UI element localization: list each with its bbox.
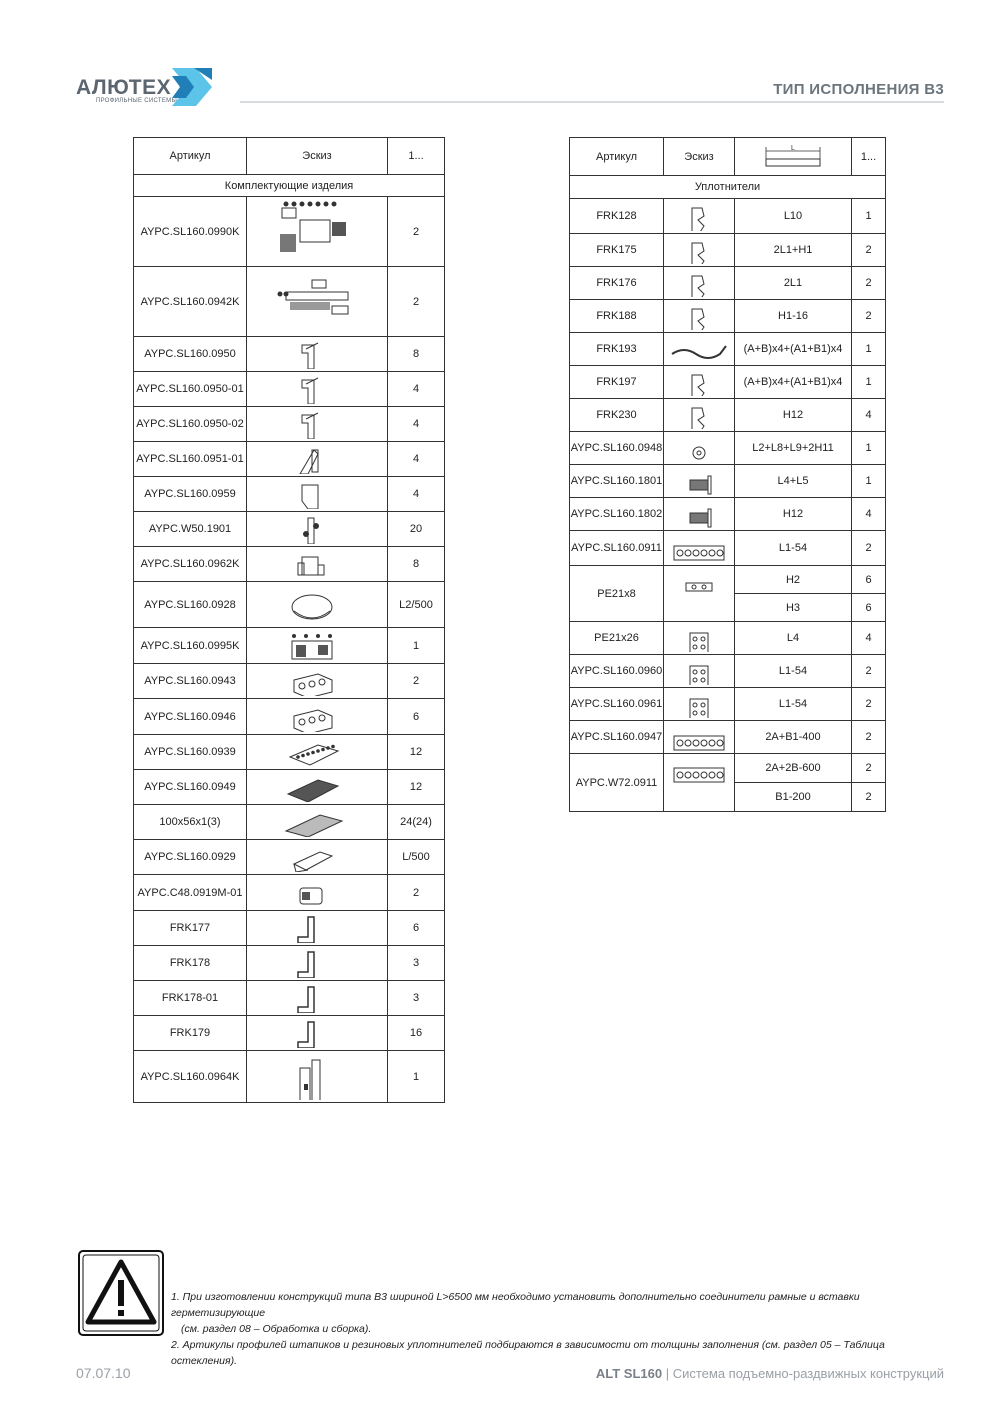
article-cell: AYPC.SL160.0960 [570,655,664,688]
seals-table [569,137,886,812]
plate-icon [272,807,362,837]
connector-icon [272,374,362,404]
screw-icon [272,514,362,544]
qty-cell: 3 [388,946,445,981]
table-row [570,199,886,234]
pad-icon [272,737,362,767]
table-row [570,566,886,594]
table-row [134,840,445,875]
header-article: Артикул [570,138,664,176]
company-logo [76,68,236,108]
seal-profile-icon [664,202,734,231]
section-title: Комплектующие изделия [134,175,445,197]
article-cell: FRK128 [570,199,664,234]
brush-seal-icon [664,501,734,528]
article-cell: AYPC.C48.0919M-01 [134,875,247,911]
sketch-cell [664,465,735,498]
seal-profile-icon [664,402,734,429]
qty-cell: 4 [852,399,886,432]
section-title: Уплотнители [570,176,886,199]
foam-block-icon [664,658,734,685]
article-cell: AYPC.SL160.0964K [134,1051,247,1103]
notes [171,1289,951,1369]
rail-kit-icon [272,270,362,334]
article-cell: AYPC.SL160.0929 [134,840,247,875]
qty-cell: 2 [852,234,886,267]
footer-separator: | [662,1366,673,1381]
length-dimension-icon [758,142,828,172]
article-cell: AYPC.SL160.0911 [570,531,664,566]
length-symbol: L [791,144,795,152]
block-icon [272,666,362,696]
qty-cell: 4 [388,477,445,512]
article-cell: AYPC.SL160.0950 [134,337,247,372]
table-row [134,946,445,981]
components-table [133,137,445,1103]
qty-cell: 2 [852,721,886,754]
qty-cell: 2 [852,783,886,812]
table-row [570,432,886,465]
sketch-cell [664,267,735,300]
logo-subtext: ПРОФИЛЬНЫЕ СИСТЕМЫ [96,98,178,104]
qty-cell: 4 [852,498,886,531]
sketch-cell [664,721,735,754]
qty-cell: 4 [388,442,445,477]
length-cell: 2L1+H1 [735,234,852,267]
qty-cell: 2 [852,688,886,721]
article-cell: FRK178-01 [134,981,247,1016]
sketch-cell [247,805,388,840]
table-row [570,267,886,300]
article-cell: FRK176 [570,267,664,300]
foam-seal-icon [664,756,734,809]
table-row [134,442,445,477]
table-row [134,407,445,442]
sketch-cell [664,234,735,267]
table-row [134,628,445,664]
sketch-cell [247,197,388,267]
qty-cell: 6 [388,699,445,735]
angle-bracket-icon [272,444,362,474]
article-cell: AYPC.SL160.1801 [570,465,664,498]
qty-cell: 1 [852,366,886,399]
table-row [134,981,445,1016]
seal-strip-icon [664,336,734,363]
header-length [735,138,852,176]
table-row [570,531,886,566]
sketch-cell [664,333,735,366]
length-cell: B1-200 [735,783,852,812]
article-cell: FRK188 [570,300,664,333]
table-row [134,699,445,735]
table-row [134,512,445,547]
sketch-cell [247,512,388,547]
foam-seal-icon [664,534,734,563]
qty-cell: 2 [388,875,445,911]
foam-seal-icon [664,724,734,751]
header-qty: 1... [388,138,445,175]
table-row [134,337,445,372]
length-cell: L1-54 [735,531,852,566]
qty-cell: 8 [388,337,445,372]
length-cell: H1-16 [735,300,852,333]
article-cell: AYPC.SL160.0928 [134,582,247,628]
length-cell: L1-54 [735,655,852,688]
article-cell: AYPC.SL160.0951-01 [134,442,247,477]
qty-cell: 6 [388,911,445,946]
end-plate-icon [272,479,362,509]
qty-cell: 2 [852,300,886,333]
qty-cell: 24(24) [388,805,445,840]
article-cell: AYPC.W50.1901 [134,512,247,547]
length-cell: H12 [735,498,852,531]
sketch-cell [664,399,735,432]
foam-strip-icon [664,569,734,619]
article-cell: AYPC.SL160.0948 [570,432,664,465]
length-cell: L10 [735,199,852,234]
sketch-cell [664,655,735,688]
sketch-cell [247,946,388,981]
article-cell: 100x56x1(3) [134,805,247,840]
sketch-cell [664,366,735,399]
article-cell: FRK193 [570,333,664,366]
article-cell: AYPC.SL160.0950-02 [134,407,247,442]
article-cell: FRK178 [134,946,247,981]
corner-icon [272,983,362,1013]
article-cell: FRK230 [570,399,664,432]
table-row [570,465,886,498]
brush-pad-icon [272,772,362,802]
logo-mark-icon [172,68,212,106]
cap-icon [272,585,362,625]
length-cell: H3 [735,594,852,622]
length-cell: 2A+2B-600 [735,754,852,783]
article-cell: AYPC.SL160.0949 [134,770,247,805]
table-row [134,1016,445,1051]
sketch-cell [664,531,735,566]
qty-cell: 20 [388,512,445,547]
article-cell: AYPC.SL160.0947 [570,721,664,754]
footer-date: 07.07.10 [76,1365,131,1381]
seal-profile-icon [664,237,734,264]
brush-seal-icon [664,468,734,495]
sketch-cell [247,735,388,770]
note-2: 2. Артикулы профилей штапиков и резиновых уплотнителей подбираются в зависимости от толщины заполнения (см. раздел 05 – Таблица остекления). [171,1339,885,1367]
article-cell: AYPC.SL160.0942K [134,267,247,337]
article-cell: AYPC.SL160.0995K [134,628,247,664]
article-cell: AYPC.SL160.0939 [134,735,247,770]
note-1-continued: (см. раздел 08 – Обработка и сборка). [181,1323,372,1335]
sketch-cell [247,911,388,946]
qty-cell: 1 [388,1051,445,1103]
sketch-cell [247,628,388,664]
end-cap-kit-icon [272,1054,362,1100]
lock-kit-icon [272,631,362,661]
qty-cell: 16 [388,1016,445,1051]
article-cell: FRK177 [134,911,247,946]
table-row [134,770,445,805]
sketch-cell [247,337,388,372]
article-cell: PE21x26 [570,622,664,655]
sketch-cell [247,875,388,911]
plug-icon [272,878,362,908]
qty-cell: 12 [388,735,445,770]
length-cell: L4+L5 [735,465,852,498]
qty-cell: 2 [852,267,886,300]
foam-block-icon [664,691,734,718]
sketch-cell [664,688,735,721]
table-row [134,911,445,946]
table-row [134,477,445,512]
qty-cell: 8 [388,547,445,582]
article-cell: AYPC.SL160.1802 [570,498,664,531]
article-cell: AYPC.W72.0911 [570,754,664,812]
qty-cell: 2 [852,754,886,783]
article-cell: AYPC.SL160.0950-01 [134,372,247,407]
qty-cell: 4 [388,407,445,442]
clip-set-icon [272,549,362,579]
qty-cell: 1 [852,432,886,465]
article-cell: AYPC.SL160.0990K [134,197,247,267]
seal-profile-icon [664,303,734,330]
seal-profile-icon [664,270,734,297]
sketch-cell [247,547,388,582]
table-row [134,267,445,337]
qty-cell: 2 [852,655,886,688]
table-row [570,234,886,267]
connector-icon [272,409,362,439]
article-cell: AYPC.SL160.0943 [134,664,247,699]
length-cell: 2L1 [735,267,852,300]
qty-cell: L2/500 [388,582,445,628]
table-row [570,366,886,399]
sketch-cell [247,840,388,875]
sketch-cell [247,1051,388,1103]
sketch-cell [664,432,735,465]
table-row [134,547,445,582]
sketch-cell [247,981,388,1016]
note-1: 1. При изготовлении конструкций типа В3 шириной L>6500 мм необходимо установить дополнительно соединители рамные и вставки герметизирующие [171,1291,860,1319]
sketch-cell [247,477,388,512]
sketch-cell [247,699,388,735]
sketch-cell [247,442,388,477]
qty-cell: 3 [388,981,445,1016]
length-cell: (A+B)x4+(A1+B1)x4 [735,333,852,366]
sketch-cell [664,498,735,531]
corner-icon [272,948,362,978]
table-row [570,622,886,655]
sketch-cell [664,566,735,622]
round-seal-icon [664,435,734,462]
corner-icon [272,913,362,943]
footer-subtitle: Система подъемно-раздвижных конструкций [672,1366,944,1381]
qty-cell: 4 [388,372,445,407]
sketch-cell [664,199,735,234]
qty-cell: 12 [388,770,445,805]
qty-cell: L/500 [388,840,445,875]
qty-cell: 6 [852,594,886,622]
table-row [570,721,886,754]
header-sketch: Эскиз [664,138,735,176]
table-row [570,333,886,366]
article-cell: AYPC.SL160.0962K [134,547,247,582]
qty-cell: 4 [852,622,886,655]
table-row [134,197,445,267]
sketch-cell [247,267,388,337]
table-row [570,655,886,688]
table-row [570,688,886,721]
profile-insert-icon [272,842,362,872]
sketch-cell [247,582,388,628]
length-cell: H2 [735,566,852,594]
corner-icon [272,1018,362,1048]
article-cell: PE21x8 [570,566,664,622]
foam-block-icon [664,625,734,652]
header-divider [240,101,944,103]
footer-title [596,1366,944,1381]
length-cell: L2+L8+L9+2H11 [735,432,852,465]
connector-icon [272,339,362,369]
table-row [134,735,445,770]
header-qty: 1... [852,138,886,176]
length-cell: 2A+B1-400 [735,721,852,754]
header-article: Артикул [134,138,247,175]
sketch-cell [247,770,388,805]
hardware-set-icon [272,200,362,264]
table-row [134,875,445,911]
article-cell: AYPC.SL160.0959 [134,477,247,512]
table-row [134,582,445,628]
article-cell: FRK179 [134,1016,247,1051]
seal-profile-icon [664,369,734,396]
length-cell: L1-54 [735,688,852,721]
article-cell: AYPC.SL160.0946 [134,699,247,735]
sketch-cell [664,300,735,333]
sketch-cell [247,372,388,407]
logo-text: АЛЮТЕХ [76,76,172,99]
qty-cell: 1 [852,199,886,234]
article-cell: FRK175 [570,234,664,267]
table-row [570,399,886,432]
qty-cell: 1 [852,333,886,366]
qty-cell: 2 [388,267,445,337]
qty-cell: 1 [388,628,445,664]
warning-icon [78,1250,164,1336]
block-icon [272,702,362,732]
length-cell: L4 [735,622,852,655]
qty-cell: 1 [852,465,886,498]
sketch-cell [664,754,735,812]
article-cell: AYPC.SL160.0961 [570,688,664,721]
table-row [570,754,886,783]
article-cell: FRK197 [570,366,664,399]
qty-cell: 2 [388,664,445,699]
footer-brand: ALT SL160 [595,1366,663,1381]
header-sketch: Эскиз [247,138,388,175]
length-cell: H12 [735,399,852,432]
qty-cell: 6 [852,566,886,594]
sketch-cell [247,1016,388,1051]
table-row [134,805,445,840]
sketch-cell [247,664,388,699]
table-row [134,664,445,699]
table-row [134,1051,445,1103]
qty-cell: 2 [852,531,886,566]
page-title: ТИП ИСПОЛНЕНИЯ В3 [773,81,944,98]
length-cell: (A+B)x4+(A1+B1)x4 [735,366,852,399]
table-row [570,498,886,531]
table-row [134,372,445,407]
sketch-cell [247,407,388,442]
sketch-cell [664,622,735,655]
table-row [570,300,886,333]
qty-cell: 2 [388,197,445,267]
